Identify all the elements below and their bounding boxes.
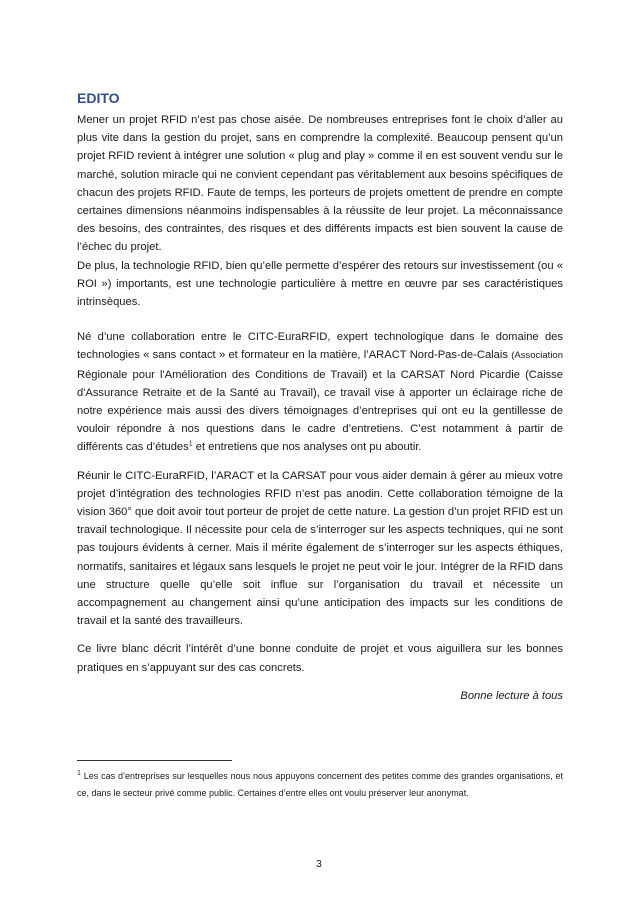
association-label: (Association	[511, 350, 563, 362]
paragraph-white-paper: Ce livre blanc décrit l’intérêt d’une bonne conduite de projet et vous aiguillera sur les bonnes pratiques en s’appuyant sur des cas concrets.	[77, 643, 563, 674]
collaboration-text-1: Né d’une collaboration entre le CITC-EuraRFID, expert technologique dans le domaine des technologies « sans contact » et formateur en la matière, l’ARACT Nord-Pas-de-Calais	[77, 331, 563, 362]
footnote-text: Les cas d’entreprises sur lesquelles nous nous appuyons concernent des petites comme des grandes organisations, et ce, dans le secteur privé comme public. Certaines d’entre elles ont voulu préserver leur anonymat.	[77, 771, 563, 798]
page-title: EDITO	[77, 90, 120, 106]
footnote-number: 1	[77, 770, 81, 777]
paragraph-partners: Réunir le CITC-EuraRFID, l’ARACT et la CARSAT pour vous aider demain à gérer au mieux votre projet d’intégration des technologies RFID n’est pas anodin. Cette collaboration témoigne de la vision 360° que doit avoir tout porteur de projet de cette nature. La gestion d’un projet RFID est un travail technologique. Il nécessite pour cela de s’interroger sur les aspects techniques, qui ne sont pas toujours évidents à cerner. Mais il mérite également de s’interroger sur les aspects éthiques, normatifs, sanitaires et légaux sans lesquels le projet ne peut voir le jour. Intégrer de la RFID dans une structure quelle qu’elle soit influe sur l’organisation du travail et nécessite un accompagnement au changement ainsi qu’une anticipation des impacts sur les conditions de travail et la santé des travailleurs.	[77, 469, 563, 628]
paragraph-intro: Mener un projet RFID n’est pas chose aisée. De nombreuses entreprises font le choix d’aller au plus vite dans la gestion du projet, sans en comprendre la complexité. Beaucoup pensent qu’un projet RFID revient à intégrer une solution « plug and play » comme il en est souvent vendu sur le marché, solution miracle qui ne convient cependant pas véritablement aux besoins spécifiques de chacun des projets RFID. Faute de temps, les porteurs de projets omettent de prendre en compte certaines dimensions néanmoins indispensables à la réussite de leur projet. La méconnaissance des besoins, des contraintes, des risques et des différents impacts est bien souvent la cause de l’échec du projet.	[77, 114, 563, 254]
footnote-divider	[77, 760, 232, 761]
page-number: 3	[316, 859, 322, 870]
page-body	[77, 90, 563, 705]
paragraph-collaboration	[77, 328, 563, 456]
signoff: Bonne lecture à tous	[460, 689, 563, 702]
footnote-reference: 1	[188, 440, 193, 448]
collaboration-text-2: Régionale pour l'Amélioration des Conditions de Travail) et la CARSAT Nord Picardie (Caisse d'Assurance Retraite et de la Santé au Travail), ce travail vise à apporter un éclairage riche de notre expérience mais aussi des divers témoignages d’entreprises qui ont eu la gentillesse de vouloir répondre à nos questions dans le cadre d’entretiens. C’est notamment à partir de différents cas d’études	[77, 368, 563, 454]
paragraph-roi: De plus, la technologie RFID, bien qu’elle permette d’espérer des retours sur investissement (ou « ROI ») importants, est une technologie particulière à mettre en œuvre par ses caractéristiques intrinsèques.	[77, 259, 563, 309]
footnote	[77, 768, 563, 802]
collaboration-text-3: et entretiens que nos analyses ont pu aboutir.	[192, 441, 422, 454]
